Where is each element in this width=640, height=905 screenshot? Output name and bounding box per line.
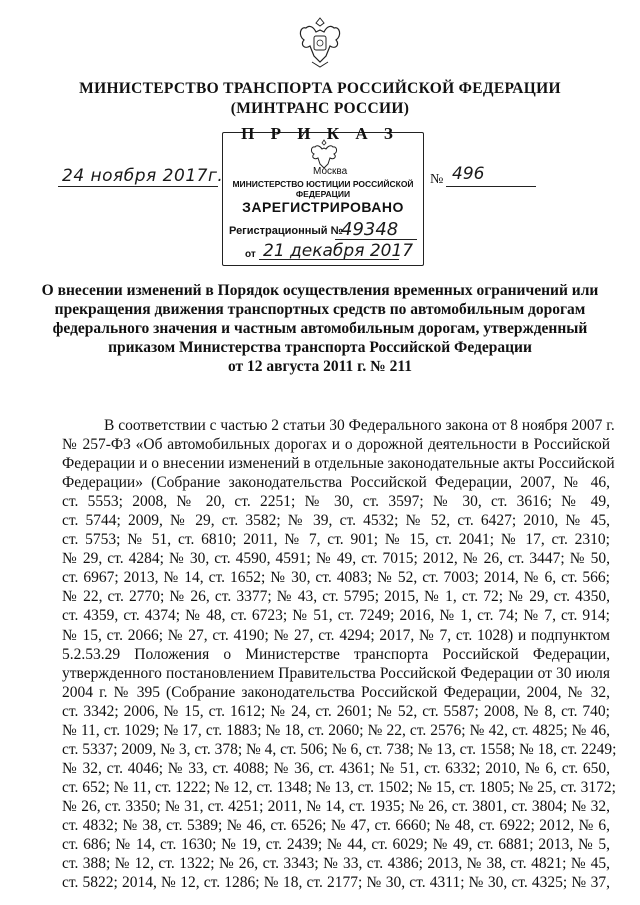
body-line: ст. 5553; 2008, № 20, ст. 2251; № 30, ст. 3597; № 30, ст. 3616; № 49, — [62, 493, 610, 511]
body-line: Федерации» (Собрание законодательства Российской Федерации, 2007, № 46, — [62, 474, 610, 492]
stamp-from-date: 21 декабря 2017 — [263, 241, 414, 261]
title-line: приказом Министерства транспорта Российской Федерации — [108, 339, 532, 356]
order-number: 496 — [452, 164, 485, 184]
coat-of-arms-icon — [296, 14, 344, 70]
body-line: № 32, ст. 4046; № 33, ст. 4088; № 36, ст. 4361; № 51, ст. 6332; 2010, № 6, ст. 650, — [62, 759, 610, 777]
stamp-from-label: от — [245, 249, 256, 260]
body-line: № 26, ст. 3350; № 31, ст. 4251; 2011, № 14, ст. 1935; № 26, ст. 3801, ст. 3804; № 32, — [62, 797, 610, 815]
document-title — [40, 281, 600, 376]
body-line: ст. 4359, ст. 4374; № 48, ст. 6723; № 51, ст. 7249; 2016, № 1, ст. 74; № 7, ст. 914; — [62, 607, 610, 625]
body-line: ст. 5822; 2014, № 12, ст. 1286; № 18, ст. 2177; № 30, ст. 4311; № 30, ст. 4325; № 37, — [62, 874, 610, 892]
stamp-from-line — [259, 259, 399, 260]
body-line: ст. 652; № 11, ст. 1222; № 12, ст. 1348; № 13, ст. 1502; № 15, ст. 1805; № 25, ст. 3172; — [62, 778, 616, 796]
order-date: 24 ноября 2017г. — [62, 166, 224, 186]
title-line: федерального значения и частным автомобильным дорогам, утвержденный — [52, 320, 588, 337]
body-line: ст. 5753; № 51, ст. 6810; 2011, № 7, ст. 901; № 15, ст. 2041; № 17, ст. 2310; — [62, 531, 610, 549]
title-line: О внесении изменений в Порядок осуществления временных ограничений или — [41, 282, 599, 299]
document-type: П Р И К А З — [241, 124, 399, 143]
body-line: ст. 686; № 14, ст. 1630; № 19, ст. 2439; № 44, ст. 6029; № 49, ст. 6881; 2013, № 5, — [62, 836, 610, 854]
stamp-reg-line — [335, 239, 417, 240]
body-line: ст. 5337; 2009, № 3, ст. 378; № 4, ст. 506; № 6, ст. 738; № 13, ст. 1558; № 18, ст. 2249; — [62, 740, 617, 758]
document-body — [62, 416, 617, 892]
number-underline — [446, 186, 536, 187]
body-line: № 15, ст. 2066; № 27, ст. 4190; № 27, ст. 4294; 2017, № 7, ст. 1028) и подпунктом — [62, 626, 610, 644]
body-line: Федерации и о внесении изменений в отдельные законодательные акты Российской — [62, 455, 615, 473]
title-line: от 12 августа 2011 г. № 211 — [227, 358, 413, 375]
ministry-short-name: (МИНТРАНС РОССИИ) — [230, 100, 410, 117]
stamp-ministry: МИНИСТЕРСТВО ЮСТИЦИИ РОССИЙСКОЙ ФЕДЕРАЦИИ — [232, 179, 414, 199]
body-line: ст. 6967; 2013, № 14, ст. 1652; № 30, ст. 4083; № 52, ст. 7003; 2014, № 6, ст. 566; — [62, 569, 610, 587]
stamp-city: Москва — [313, 166, 348, 177]
body-line: 2004 г. № 395 (Собрание законодательства Российской Федерации, 2004, № 32, — [62, 683, 610, 701]
ministry-name: МИНИСТЕРСТВО ТРАНСПОРТА РОССИЙСКОЙ ФЕДЕРАЦИИ — [79, 80, 561, 97]
title-line: прекращения движения транспортных средств по автомобильным дорогам — [54, 301, 586, 318]
stamp-reg-label: Регистрационный № — [229, 225, 343, 237]
registration-stamp — [222, 132, 424, 266]
body-line: № 257-ФЗ «Об автомобильных дорогах и о дорожной деятельности в Российской — [62, 436, 610, 454]
body-line: № 11, ст. 1029; № 17, ст. 1883; № 18, ст. 2060; № 22, ст. 2576; № 42, ст. 4825; № 46, — [62, 721, 610, 739]
body-line: № 29, ст. 4284; № 30, ст. 4590, 4591; № 49, ст. 7015; 2012, № 26, ст. 3447; № 50, — [62, 550, 610, 568]
body-line: В соответствии с частью 2 статьи 30 Федерального закона от 8 ноября 2007 г. — [104, 417, 615, 434]
body-line: № 22, ст. 2770; № 26, ст. 3377; № 43, ст. 5795; 2015, № 1, ст. 72; № 29, ст. 4350, — [62, 588, 610, 606]
body-line: ст. 388; № 12, ст. 1322; № 26, ст. 3343; № 33, ст. 4386; 2013, № 38, ст. 4821; № 45, — [62, 855, 610, 873]
date-underline — [58, 186, 218, 187]
order-number-label: № — [430, 172, 444, 187]
body-line: 5.2.53.29 Положения о Министерстве транспорта Российской Федерации, — [62, 645, 610, 663]
stamp-reg-number: 49348 — [341, 219, 399, 240]
body-line: ст. 3342; 2006, № 15, ст. 1612; № 24, ст. 2601; № 52, ст. 5587; 2008, № 8, ст. 740; — [62, 702, 610, 720]
body-line: утвержденного постановлением Правительства Российской Федерации от 30 июля — [62, 664, 610, 682]
body-line: ст. 4832; № 38, ст. 5389; № 46, ст. 6526; № 47, ст. 6660; № 48, ст. 6922; 2012, № 6, — [62, 816, 610, 834]
stamp-status: ЗАРЕГИСТРИРОВАНО — [242, 199, 404, 215]
body-line: ст. 5744; 2009, № 29, ст. 3582; № 39, ст. 4532; № 52, ст. 6427; 2010, № 45, — [62, 512, 610, 530]
